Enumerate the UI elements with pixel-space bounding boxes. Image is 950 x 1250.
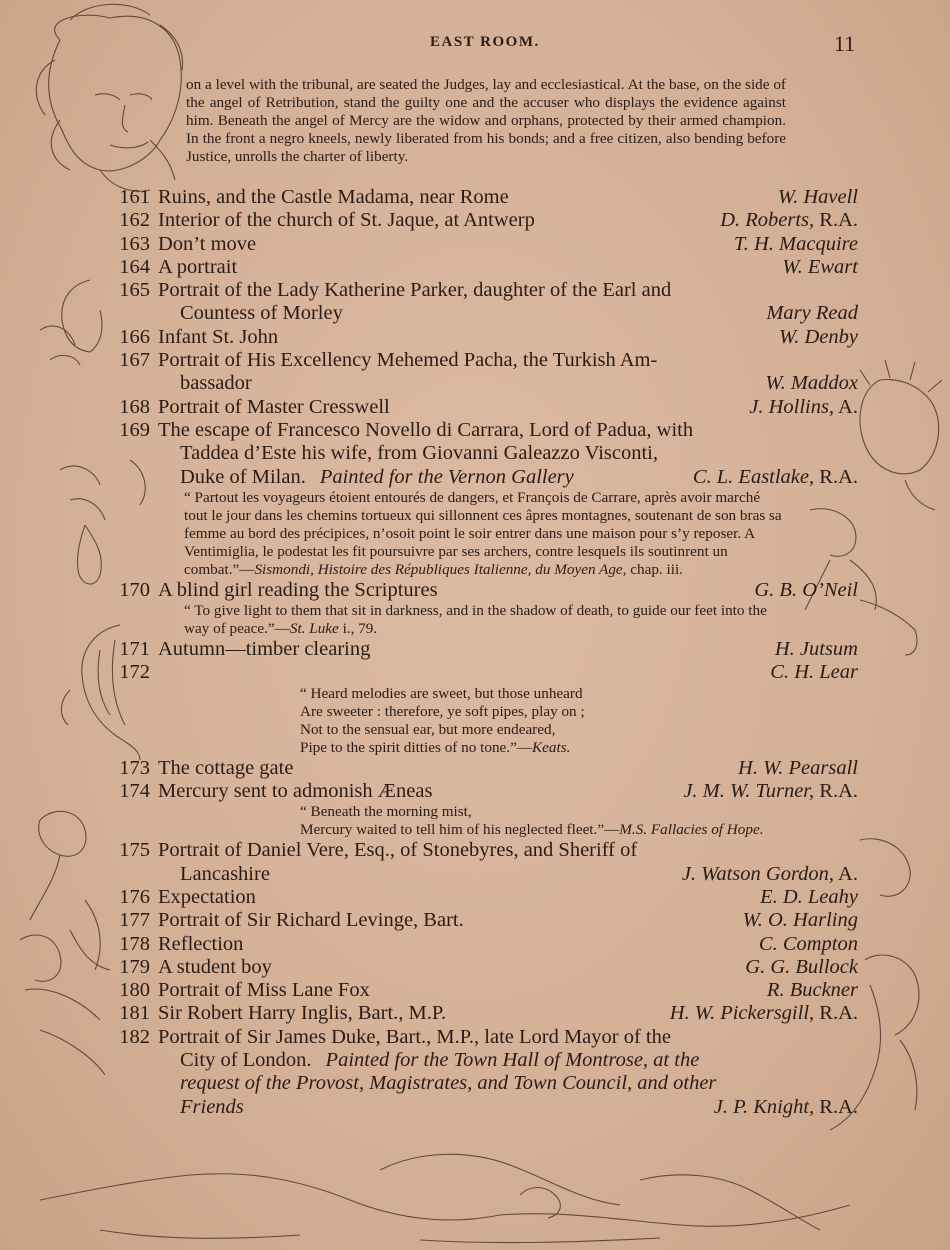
catalogue-entry xyxy=(108,956,858,979)
entry-line xyxy=(108,839,858,862)
entry-artist: W. Havell xyxy=(777,186,858,208)
quote-citation: Sismondi, Histoire des Républiques Italienne, du Moyen Age, xyxy=(254,560,627,578)
catalogue-entry xyxy=(108,886,858,909)
artist-suffix: R.A. xyxy=(814,209,858,232)
entry-line xyxy=(108,579,858,602)
entry-line xyxy=(108,909,858,932)
entry-line xyxy=(108,466,858,489)
entry-line xyxy=(108,933,858,956)
poem-line: Pipe to the spirit ditties of no tone.”—Keats. xyxy=(300,738,571,756)
entry-artist: C. Compton xyxy=(758,932,858,955)
entry-artist: W. Maddox xyxy=(765,372,858,395)
entry-line xyxy=(108,233,858,256)
entry-line xyxy=(108,209,858,232)
entry-artist: Mary Read xyxy=(766,302,858,325)
entry-number: 179 xyxy=(119,955,150,978)
entry-number: 178 xyxy=(119,932,150,955)
entry-quote: “ To give light to them that sit in darkness, and in the shadow of death, to guide our feet into the way of peace.”—St. Luke i., 79. xyxy=(184,602,767,638)
catalogue-entry xyxy=(108,233,858,256)
sketch-head-left-165 xyxy=(40,280,102,365)
poem-line: Are sweeter : therefore, ye soft pipes, play on ; xyxy=(300,702,585,720)
entry-line xyxy=(108,349,858,372)
entry-note: Painted for the Town Hall of Montrose, at the xyxy=(325,1049,700,1072)
entry-number: 171 xyxy=(119,638,150,661)
entry-number: 175 xyxy=(119,839,150,862)
entry-title: Portrait of Miss Lane Fox xyxy=(158,979,370,1002)
catalogue-entry xyxy=(108,256,858,279)
entry-artist: W. Ewart xyxy=(782,255,858,278)
entry-title-continued: Countess of Morley xyxy=(180,302,343,325)
entry-line xyxy=(108,979,858,1002)
catalogue-entry xyxy=(108,209,858,232)
entry-artist: H. W. Pearsall xyxy=(738,756,858,779)
entry-artist: J. Hollins, A. xyxy=(749,395,858,418)
entry-note-continued: Friends xyxy=(180,1095,244,1118)
entry-number: 180 xyxy=(119,979,150,1002)
entry-artist: R. Buckner xyxy=(766,979,858,1002)
catalogue-entry xyxy=(108,638,858,661)
poem-line: Mercury waited to tell him of his neglected fleet.”—M.S. Fallacies of Hope. xyxy=(300,821,764,839)
entry-title: Autumn—timber clearing xyxy=(158,638,371,661)
entry-number: 173 xyxy=(119,756,150,779)
entry-poem xyxy=(300,803,858,839)
entry-artist: J. Watson Gordon, A. xyxy=(681,862,858,885)
artist-suffix: A. xyxy=(834,395,858,418)
entry-line xyxy=(108,1026,858,1049)
sketch-figures-left-lower xyxy=(20,811,110,1075)
entry-artist: D. Roberts, R.A. xyxy=(720,209,858,232)
entry-line xyxy=(108,886,858,909)
catalogue-entry xyxy=(108,326,858,349)
catalogue-entry xyxy=(108,909,858,932)
artist-suffix: R.A. xyxy=(814,465,858,488)
entry-title: Portrait of Daniel Vere, Esq., of Stonebyres, and Sheriff of xyxy=(158,839,638,862)
entry-artist: W. Denby xyxy=(779,325,858,348)
entry-title: Portrait of the Lady Katherine Parker, daughter of the Earl and xyxy=(158,279,672,302)
entry-artist: W. O. Harling xyxy=(742,909,858,932)
entry-number: 162 xyxy=(119,209,150,232)
catalogue-entry xyxy=(108,396,858,419)
entry-artist: H. Jutsum xyxy=(774,638,858,661)
entry-line xyxy=(108,372,858,395)
entry-title-continued: Taddea d’Este his wife, from Giovanni Galeazzo Visconti, xyxy=(180,442,658,465)
entry-line xyxy=(108,863,858,886)
entry-line xyxy=(108,661,858,684)
entry-title: The escape of Francesco Novello di Carrara, Lord of Padua, with xyxy=(158,418,694,441)
entry-number: 168 xyxy=(119,395,150,418)
entry-title: Portrait of Sir James Duke, Bart., M.P., late Lord Mayor of the xyxy=(158,1025,671,1048)
artist-suffix: R.A. xyxy=(814,1095,858,1118)
entry-number: 177 xyxy=(119,909,150,932)
entry-line xyxy=(108,279,858,302)
poem-line: “ Beneath the morning mist, xyxy=(300,803,472,821)
entry-quote: “ Partout les voyageurs étoient entourés de dangers, et François de Carrare, après avoir marché tout le jour dans les chemins tortueux qui sillonnent ces âpres montagnes, soutenant de son bras sa femme au bord des précipices, n’osoit point le soir entrer dans une maison pour s’y reposer. A Ventimiglia, le podestat les fit poursuivre par ses archers, contre lesquels ils soutinrent un combat.”—Sismondi, Histoire des Républiques Italienne, du Moyen Age, chap. iii. xyxy=(184,488,782,578)
entry-line xyxy=(108,326,858,349)
artist-suffix: R.A. xyxy=(814,1002,858,1025)
artist-suffix: R.A. xyxy=(814,780,858,803)
poem-line: “ Heard melodies are sweet, but those unheard xyxy=(300,684,583,702)
catalogue-entry xyxy=(108,579,858,638)
entry-title: A portrait xyxy=(158,255,238,278)
entry-number: 182 xyxy=(119,1025,150,1048)
entry-line xyxy=(108,256,858,279)
entry-number: 165 xyxy=(119,279,150,302)
intro-paragraph xyxy=(186,76,786,166)
entry-line xyxy=(108,780,858,803)
entry-number: 164 xyxy=(119,255,150,278)
entry-line xyxy=(108,1072,858,1095)
sketch-bottom-figures xyxy=(40,1154,850,1242)
entry-number: 170 xyxy=(119,578,150,601)
entry-title: Portrait of Sir Richard Levinge, Bart. xyxy=(158,909,464,932)
entry-artist: G. B. O’Neil xyxy=(754,578,858,601)
entry-title: Mercury sent to admonish Æneas xyxy=(158,780,433,803)
sketch-head-right-168 xyxy=(860,360,942,510)
catalogue-entry xyxy=(108,839,858,886)
catalogue-entry xyxy=(108,780,858,839)
sketch-head-top-left xyxy=(36,4,182,191)
entry-artist: C. L. Eastlake, R.A. xyxy=(692,465,858,488)
entry-line xyxy=(108,442,858,465)
catalogue-entry xyxy=(108,661,858,756)
entry-line xyxy=(108,1049,858,1072)
entry-title: Sir Robert Harry Inglis, Bart., M.P. xyxy=(158,1002,447,1025)
entry-artist: J. P. Knight, R.A. xyxy=(713,1095,858,1118)
entry-number: 172 xyxy=(119,661,150,684)
entry-title-continued: Duke of Milan. Painted for the Vernon Gallery xyxy=(180,465,574,488)
entry-number: 166 xyxy=(119,325,150,348)
entry-line xyxy=(108,956,858,979)
entry-number: 161 xyxy=(119,186,150,208)
artist-suffix: A. xyxy=(834,862,858,885)
entry-poem xyxy=(300,685,858,757)
entry-note: Painted for the Vernon Gallery xyxy=(319,465,574,488)
entry-note-continued: request of the Provost, Magistrates, and Town Council, and other xyxy=(180,1072,717,1095)
entry-line xyxy=(108,638,858,661)
catalogue-entry xyxy=(108,419,858,579)
catalogue-entry xyxy=(108,1026,858,1119)
page-header xyxy=(0,31,950,58)
entry-line xyxy=(108,1096,858,1119)
entry-artist: G. G. Bullock xyxy=(745,955,858,978)
quote-citation: St. Luke xyxy=(289,620,339,638)
entry-title: Ruins, and the Castle Madama, near Rome xyxy=(158,186,509,208)
entry-artist: H. W. Pickersgill, R.A. xyxy=(669,1002,858,1025)
running-title: EAST ROOM. xyxy=(430,34,540,50)
entry-title: Interior of the church of St. Jaque, at Antwerp xyxy=(158,209,535,232)
entry-title: Infant St. John xyxy=(158,325,279,348)
entry-number: 181 xyxy=(119,1002,150,1025)
entry-line xyxy=(108,186,858,209)
entry-artist: E. D. Leahy xyxy=(760,885,858,908)
catalogue-entry xyxy=(108,1002,858,1025)
entry-artist: J. M. W. Turner, R.A. xyxy=(683,780,858,803)
entry-number: 174 xyxy=(119,780,150,803)
catalogue-entry xyxy=(108,757,858,780)
poem-line: Not to the sensual ear, but more endeared, xyxy=(300,720,556,738)
entry-title: Portrait of His Excellency Mehemed Pacha, the Turkish Am- xyxy=(158,349,658,372)
entry-title: Portrait of Master Cresswell xyxy=(158,395,390,418)
entry-title-continued: City of London. Painted for the Town Hall of Montrose, at the xyxy=(180,1049,700,1072)
poem-citation: Keats. xyxy=(532,738,571,756)
catalogue-entries xyxy=(108,186,858,1119)
entry-title-continued: Lancashire xyxy=(180,862,270,885)
entry-title: Reflection xyxy=(158,932,244,955)
entry-artist: C. H. Lear xyxy=(770,661,858,684)
entry-line xyxy=(108,757,858,780)
intro-text: on a level with the tribunal, are seated the Judges, lay and ecclesiastical. At the base, on the side of the angel of Retribution, stand the guilty one and the accuser who displays the evidence against him. Beneath the angel of Mercy are the widow and orphans, protected by their armed champion. In the front a negro kneels, newly liberated from his bonds; and a free citizen, also bending before Justice, unrolls the charter of liberty. xyxy=(186,76,786,165)
entry-title: A blind girl reading the Scriptures xyxy=(158,578,438,601)
poem-citation: M.S. Fallacies of Hope. xyxy=(619,821,764,839)
catalogue-entry xyxy=(108,279,858,326)
entry-number: 167 xyxy=(119,349,150,372)
entry-title: The cottage gate xyxy=(158,756,294,779)
entry-number: 169 xyxy=(119,418,150,441)
entry-number: 163 xyxy=(119,232,150,255)
page-number: 11 xyxy=(834,31,856,56)
entry-line xyxy=(108,302,858,325)
catalogue-entry xyxy=(108,349,858,396)
entry-line xyxy=(108,419,858,442)
entry-number: 176 xyxy=(119,885,150,908)
catalogue-entry xyxy=(108,186,858,209)
entry-title-continued: bassador xyxy=(180,372,252,395)
entry-line xyxy=(108,1002,858,1025)
catalogue-entry xyxy=(108,933,858,956)
entry-artist: T. H. Macquire xyxy=(733,232,858,255)
entry-title: Don’t move xyxy=(158,232,257,255)
catalogue-entry xyxy=(108,979,858,1002)
entry-line xyxy=(108,396,858,419)
entry-title: A student boy xyxy=(158,955,272,978)
entry-title: Expectation xyxy=(158,885,256,908)
